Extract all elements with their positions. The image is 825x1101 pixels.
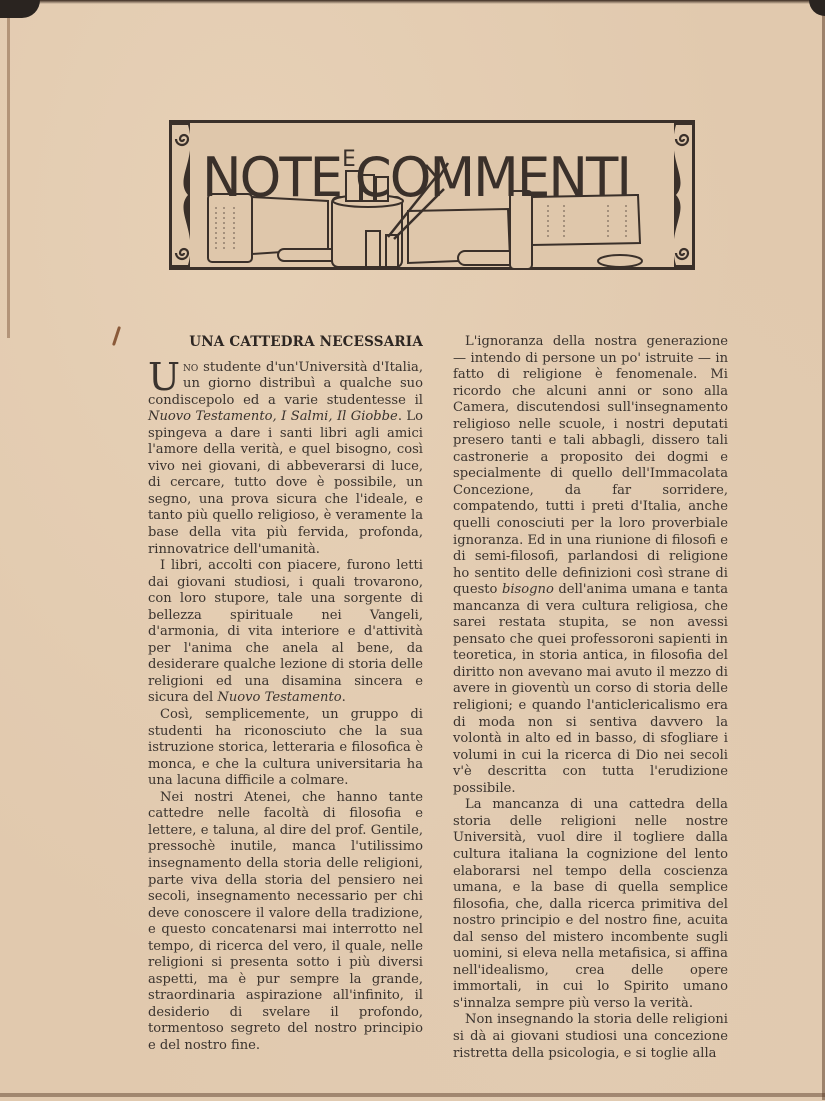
- paragraph-text: L'ignoranza della nostra generazione — intendo di persone un po' istruite — in fatto di religione è fenomenale. Mi ricordo che alcuni anni or sono alla Camera, discutendosi sull'insegnamento religioso nelle scuole, i nostri deputati presero tanti e tali abbagli, dissero tali castronerie a proposito dei dogmi e specialmente di quello dell'Immacolata Concezione, da far sorridere, compatendo, tutti i preti d'Italia, anche quelli conosciuti per la loro proverbiale ignoranza. Ed in una riunione di filosofi e di semi-filosofi, parlandosi di religione ho sentito delle definizioni così strane di questo: [453, 334, 728, 598]
- section-banner: [168, 119, 696, 271]
- paragraph: Non insegnando la storia delle religioni si dà ai giovani studiosi una concezione ristretta della psicologia, e si toglie alla: [453, 1012, 728, 1061]
- article-heading: UNA CATTEDRA NECESSARIA: [189, 334, 423, 350]
- banner-title-e: E: [342, 147, 354, 172]
- paragraph: Così, semplicemente, un gruppo di studenti ha riconosciuto che la sua istruzione storica, letteraria e filosofica è monca, e che la cultura universitaria ha una lacuna difficile a colmare.: [148, 707, 423, 789]
- drop-cap: U: [148, 354, 181, 399]
- paragraph-text: studente d'un'Università d'Italia, un giorno distribuì a qualche suo condiscepolo ed a varie studentesse il: [148, 359, 423, 408]
- italic-title: Nuovo Testamento, I Salmi, Il Giobbe: [148, 409, 398, 425]
- paragraph-text: . Lo spingeva a dare i santi libri agli amici l'amore della verità, e quel bisogno, così vivo nei giovani, di abbeverarsi di luce, di cercare, tutto dove è possibile, un segno, una prova sicura che l'ideale, e tanto più quello religioso, è veramente la base della vita più fervida, profonda, rinnovatrice dell'umanità.: [148, 409, 424, 557]
- page-corner: [0, 0, 40, 18]
- paragraph: [453, 334, 728, 797]
- banner-title: [202, 125, 663, 209]
- paragraph: [148, 558, 423, 707]
- small-caps-text: no: [183, 359, 199, 375]
- italic-word: bisogno: [501, 582, 554, 598]
- banner-title-note: NOTE: [202, 146, 342, 209]
- page-edge-top: [0, 0, 825, 4]
- paragraph-text: I libri, accolti con piacere, furono letti dai giovani studiosi, i quali trovarono, con loro stupore, tale una sorgente di bellezza spirituale nei Vangeli, d'armonia, di vita interiore e d'attività per l'anima che anela al bene, da desiderare qualche lezione di storia delle religioni ed una disamina sincera e sicura del: [148, 558, 423, 706]
- paragraph-text: dell'anima umana e tanta mancanza di vera cultura religiosa, che sarei restata stupita, se non avessi pensato che quei professoroni sapienti in teoretica, in storia antica, in filosofia del diritto non avevano mai avuto il mezzo di avere in gioventù un corso di storia delle religioni; e quando l'anticlericalismo era di moda non si sentiva davvero la volontà in alto ed in basso, di sfogliare i volumi in cui la ricerca di Dio nei secoli v'è descritta con tutta l'erudizione possibile.: [453, 582, 729, 796]
- page-corner: [809, 0, 825, 16]
- page-edge-left: [7, 8, 10, 338]
- italic-title: Nuovo Testamento: [217, 690, 342, 706]
- article-right-column: [453, 334, 728, 1062]
- ink-mark: [112, 326, 121, 346]
- paragraph-text: .: [341, 690, 346, 706]
- paragraph: [148, 354, 424, 559]
- page-edge-bottom: [0, 1093, 825, 1097]
- paragraph: Nei nostri Atenei, che hanno tante cattedre nelle facoltà di filosofia e lettere, e taluna, al dire del prof. Gentile, pressochè inutile, manca l'utilissimo insegnamento della storia delle religioni, parte viva della storia del pensiero nei secoli, insegnamento necessario per chi deve conoscere il valore della tradizione, e questo concatenarsi mai interrotto nel tempo, di ricerca del vero, il quale, nelle religioni si presenta sotto i più diversi aspetti, ma è pur sempre la grande, straordinaria aspirazione all'infinito, il desiderio di svelare il profondo, tormentoso segreto del nostro principio e del nostro fine.: [148, 789, 423, 1053]
- banner-title-commenti: COMMENTI: [354, 146, 631, 209]
- paragraph: La mancanza di una cattedra della storia delle religioni nelle nostre Università, vuol dire il togliere dalla cultura italiana la cognizione del lento elaborarsi nel tempo della coscienza umana, e la base di quella semplice filosofia, che, dalla ricerca primitiva del nostro principio e del nostro fine, acuita dal senso del mistero incombente sugli uomini, si eleva nella metafisica, si affina nell'idealismo, crea delle opere immortali, in cui lo Spirito umano s'innalza sempre più verso la verità.: [453, 797, 728, 1011]
- article-left-column: [148, 334, 423, 1055]
